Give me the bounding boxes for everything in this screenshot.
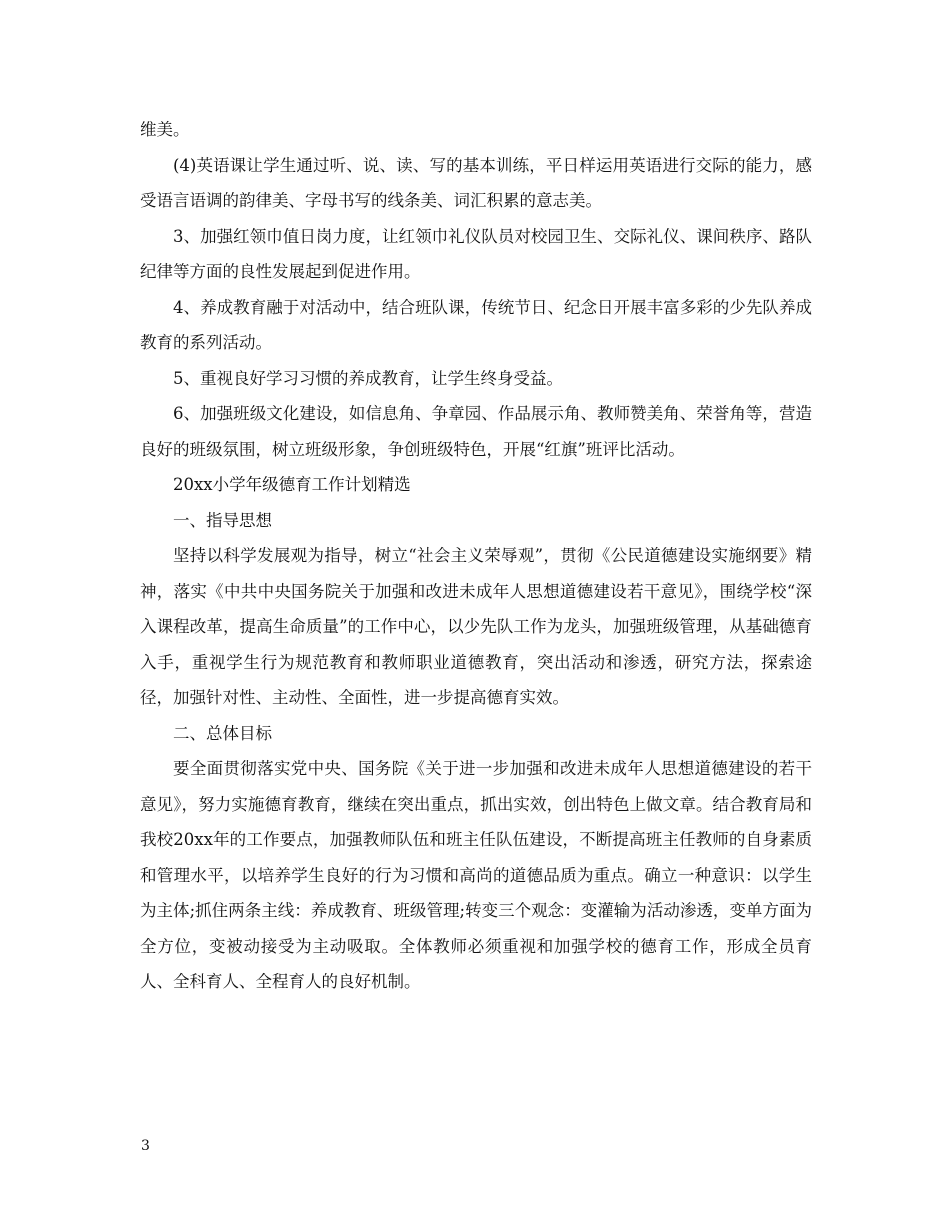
paragraph-guiding-ideology: 坚持以科学发展观为指导，树立“社会主义荣辱观”，贯彻《公民道德建设实施纲要》精神，落实《中共中央国务院关于加强和改进未成年人思想道德建设若干意见》，围绕学校“深入课程改革，提高生命质量”的工作中心，以少先队工作为龙头，加强班级管理，从基础德育入手，重视学生行为规范教育和教师职业道德教育，突出活动和渗透，研究方法，探索途径，加强针对性、主动性、全面性，进一步提高德育实效。 (140, 546, 812, 707)
paragraph-study-habits: 5、重视良好学习习惯的养成教育，让学生终身受益。 (173, 368, 563, 388)
paragraph-class-culture: 6、加强班级文化建设，如信息角、争章园、作品展示角、教师赞美角、荣誉角等，营造良好的班级氛围，树立班级形象，争创班级特色，开展“红旗”班评比活动。 (140, 404, 812, 459)
heading-overall-goal: 二、总体目标 (173, 723, 272, 743)
document-body (140, 112, 812, 1000)
paragraph-continuation: 维美。 (140, 120, 190, 139)
section-title: 20xx小学年级德育工作计划精选 (173, 475, 411, 494)
paragraph-red-scarf-duty: 3、加强红领巾值日岗力度，让红领巾礼仪队员对校园卫生、交际礼仪、课间秩序、路队纪律等方面的良性发展起到促进作用。 (140, 226, 812, 281)
paragraph-english-class: (4)英语课让学生通过听、说、读、写的基本训练，平日样运用英语进行交际的能力，感受语言语调的韵律美、字母书写的线条美、词汇积累的意志美。 (140, 155, 812, 210)
page-number: 3 (141, 1138, 150, 1154)
heading-guiding-ideology: 一、指导思想 (173, 510, 272, 530)
paragraph-overall-goal: 要全面贯彻落实党中央、国务院《关于进一步加强和改进未成年人思想道德建设的若干意见》，努力实施德育教育，继续在突出重点，抓出实效，创出特色上做文章。结合教育局和我校20xx年的工作要点，加强教师队伍和班主任队伍建设，不断提高班主任教师的自身素质和管理水平，以培养学生良好的行为习惯和高尚的道德品质为重点。确立一种意识：以学生为主体;抓住两条主线：养成教育、班级管理;转变三个观念：变灌输为活动渗透，变单方面为全方位，变被动接受为主动吸取。全体教师必须重视和加强学校的德育工作，形成全员育人、全科育人、全程育人的良好机制。 (140, 759, 812, 991)
paragraph-activities: 4、养成教育融于对活动中，结合班队课，传统节日、纪念日开展丰富多彩的少先队养成教育的系列活动。 (140, 297, 812, 352)
